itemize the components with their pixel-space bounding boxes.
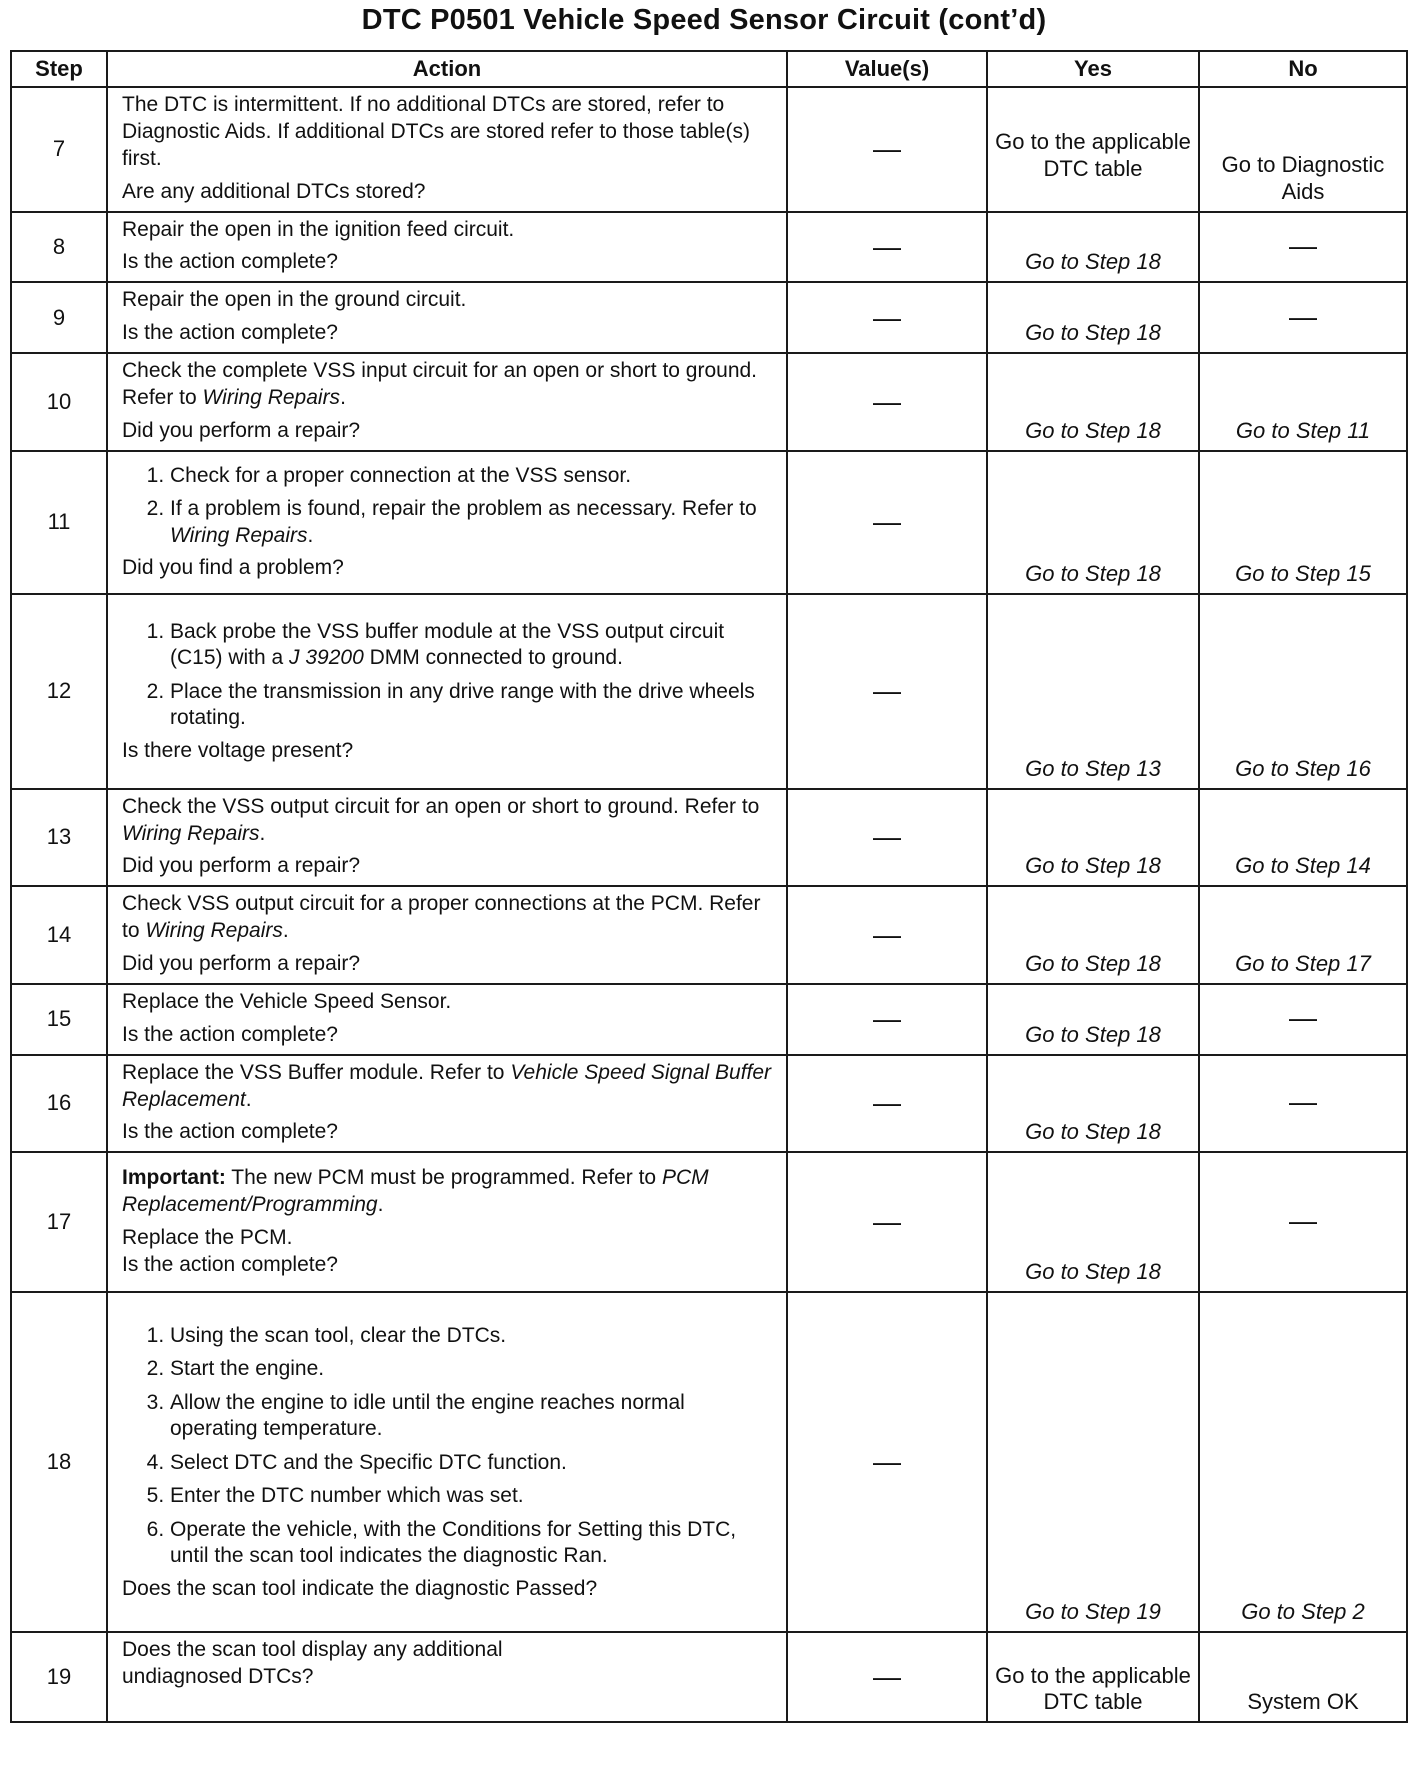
value-cell: [787, 594, 987, 789]
important-label: Important:: [122, 1166, 226, 1189]
table-row: [11, 984, 1407, 1055]
value-dash: —: [873, 506, 901, 538]
table-row: [11, 789, 1407, 887]
value-cell: [787, 1292, 987, 1632]
list-item: 2. If a problem is found, repair the problem as necessary. Refer to Wiring Repairs.: [170, 496, 772, 549]
action-text: Repair the open in the ignition feed circuit.: [122, 217, 515, 241]
list-item: 4. Select DTC and the Specific DTC function.: [170, 1450, 772, 1476]
value-dash: —: [873, 919, 901, 951]
value-cell: [787, 1152, 987, 1292]
action-steps-list: [122, 1323, 772, 1570]
action-cell: [107, 1292, 787, 1632]
yes-cell: Go to Step 18: [987, 789, 1199, 887]
action-cell: [107, 886, 787, 984]
step-number: 18: [11, 1292, 107, 1632]
important-text: The new PCM must be programmed. Refer to: [225, 1166, 662, 1189]
action-cell: [107, 984, 787, 1055]
value-dash: —: [873, 385, 901, 417]
yes-cell: Go to Step 18: [987, 282, 1199, 353]
yes-cell: Go to Step 18: [987, 984, 1199, 1055]
value-cell: [787, 353, 987, 451]
action-cell: [107, 789, 787, 887]
table-row: [11, 451, 1407, 594]
value-dash: —: [873, 675, 901, 707]
action-text-main: Check the VSS output circuit for an open or short to ground. Refer to: [122, 794, 760, 818]
no-cell: [1199, 984, 1407, 1055]
no-cell: [1199, 282, 1407, 353]
action-question: Is the action complete?: [122, 1252, 338, 1276]
yes-cell: Go to Step 18: [987, 886, 1199, 984]
value-dash: —: [873, 230, 901, 262]
no-cell: Go to Step 15: [1199, 451, 1407, 594]
action-text-main: Replace the VSS Buffer module. Refer to: [122, 1060, 511, 1084]
step-number: 17: [11, 1152, 107, 1292]
step-number: 19: [11, 1632, 107, 1722]
header-no: No: [1199, 51, 1407, 87]
list-item: [170, 619, 772, 672]
list-item-text-end: DMM connected to ground.: [363, 646, 623, 670]
no-cell: Go to Step 16: [1199, 594, 1407, 789]
action-question: Did you find a problem?: [122, 556, 344, 580]
action-cell: [107, 353, 787, 451]
value-cell: [787, 984, 987, 1055]
table-header-row: [11, 51, 1407, 87]
step-number: 10: [11, 353, 107, 451]
value-dash: —: [873, 1087, 901, 1119]
value-cell: [787, 87, 987, 212]
no-cell: Go to Step 17: [1199, 886, 1407, 984]
action-cell: [107, 212, 787, 283]
list-item: 3. Allow the engine to idle until the engine reaches normal operating temperature.: [170, 1390, 772, 1443]
no-cell: Go to Step 2: [1199, 1292, 1407, 1632]
list-item: 2. Start the engine.: [170, 1356, 772, 1382]
wiring-repairs-ref: Wiring Repairs: [145, 919, 283, 943]
value-dash: —: [873, 1446, 901, 1478]
action-text-main: Check VSS output circuit for a proper connections at the PCM. Refer to: [122, 892, 761, 943]
action-question: Is the action complete?: [122, 321, 338, 345]
action-question: Did you perform a repair?: [122, 854, 361, 878]
action-text: Does the scan tool display any additional undiagnosed DTCs?: [122, 1638, 503, 1689]
list-item-text: Back probe the VSS buffer module at the VSS output circuit (C15) with a: [170, 619, 725, 670]
table-row: [11, 886, 1407, 984]
header-action: Action: [107, 51, 787, 87]
value-cell: [787, 1055, 987, 1153]
action-question: Is the action complete?: [122, 1120, 338, 1144]
action-cell: [107, 87, 787, 212]
table-row: [11, 1055, 1407, 1153]
step-number: 14: [11, 886, 107, 984]
value-cell: [787, 886, 987, 984]
table-row: [11, 1632, 1407, 1722]
no-cell: Go to Diagnostic Aids: [1199, 87, 1407, 212]
action-cell: [107, 1152, 787, 1292]
action-text: Check the VSS output circuit for an open or short to ground. Refer to Wiring Repairs.: [122, 794, 760, 845]
table-row: [11, 594, 1407, 789]
wiring-repairs-ref: Wiring Repairs: [122, 821, 260, 845]
action-cell: [107, 451, 787, 594]
value-dash: —: [873, 821, 901, 853]
table-row: [11, 353, 1407, 451]
table-row: [11, 212, 1407, 283]
action-steps-list: [122, 463, 772, 549]
step-number: 13: [11, 789, 107, 887]
list-item-text: If a problem is found, repair the problem as necessary. Refer to: [170, 497, 757, 521]
list-item: 1. Check for a proper connection at the VSS sensor.: [170, 463, 772, 489]
tool-ref: J 39200: [289, 646, 364, 670]
action-question: Is there voltage present?: [122, 738, 354, 762]
action-text: Repair the open in the ground circuit.: [122, 288, 467, 312]
value-cell: [787, 789, 987, 887]
yes-cell: Go to the applicable DTC table: [987, 87, 1199, 212]
action-question: Did you perform a repair?: [122, 952, 361, 975]
table-row: [11, 282, 1407, 353]
action-text-main: Check the complete VSS input circuit for an open or short to ground. Refer to: [122, 359, 758, 409]
no-cell: Go to Step 11: [1199, 353, 1407, 451]
table-row: [11, 1292, 1407, 1632]
value-cell: [787, 1632, 987, 1722]
wiring-repairs-ref: Wiring Repairs: [170, 523, 308, 547]
no-cell: [1199, 212, 1407, 283]
action-cell: [107, 1055, 787, 1153]
no-cell: Go to Step 14: [1199, 789, 1407, 887]
no-cell: [1199, 1152, 1407, 1292]
value-dash: —: [873, 133, 901, 165]
yes-cell: Go to Step 18: [987, 353, 1199, 451]
no-dash: —: [1289, 229, 1317, 261]
header-values: Value(s): [787, 51, 987, 87]
action-question: Is the action complete?: [122, 250, 338, 274]
no-dash: —: [1289, 300, 1317, 332]
action-steps-list: [122, 619, 772, 732]
page-title: DTC P0501 Vehicle Speed Sensor Circuit (cont’d): [361, 4, 1047, 36]
list-item: 1. Using the scan tool, clear the DTCs.: [170, 1323, 772, 1349]
action-cell: [107, 594, 787, 789]
action-question: Did you perform a repair?: [122, 418, 361, 442]
no-cell: [1199, 1055, 1407, 1153]
table-row: [11, 87, 1407, 212]
value-cell: [787, 282, 987, 353]
list-item: 6. Operate the vehicle, with the Conditions for Setting this DTC, until the scan tool indicates the diagnostic Ran.: [170, 1517, 772, 1570]
action-question: Does the scan tool indicate the diagnostic Passed?: [122, 1576, 598, 1600]
diagnostic-table: [10, 50, 1408, 1723]
wiring-repairs-ref: Wiring Repairs: [202, 385, 341, 409]
yes-cell: Go to Step 13: [987, 594, 1199, 789]
value-dash: —: [873, 1206, 901, 1238]
step-number: 7: [11, 87, 107, 212]
action-question: Are any additional DTCs stored?: [122, 179, 426, 203]
action-cell: [107, 1632, 787, 1722]
no-dash: —: [1289, 1002, 1317, 1034]
step-number: 15: [11, 984, 107, 1055]
action-cell: [107, 282, 787, 353]
step-number: 12: [11, 594, 107, 789]
no-cell: System OK: [1199, 1632, 1407, 1722]
step-number: 16: [11, 1055, 107, 1153]
value-cell: [787, 212, 987, 283]
step-number: 8: [11, 212, 107, 283]
no-dash: —: [1289, 1086, 1317, 1118]
value-dash: —: [873, 301, 901, 333]
yes-cell: Go to Step 18: [987, 1055, 1199, 1153]
action-text: Check VSS output circuit for a proper connections at the PCM. Refer to Wiring Repairs.: [122, 892, 761, 943]
table-row: [11, 1152, 1407, 1292]
yes-cell: Go to Step 19: [987, 1292, 1199, 1632]
action-question: Is the action complete?: [122, 1022, 338, 1046]
yes-cell: Go to Step 18: [987, 451, 1199, 594]
header-step: Step: [11, 51, 107, 87]
value-dash: —: [873, 1003, 901, 1035]
yes-cell: Go to Step 18: [987, 1152, 1199, 1292]
action-text: Replace the Vehicle Speed Sensor.: [122, 989, 452, 1013]
value-cell: [787, 451, 987, 594]
value-dash: —: [873, 1661, 901, 1693]
pcm-programming-ref: PCM Replacement/Programming: [122, 1166, 709, 1216]
step-number: 11: [11, 451, 107, 594]
list-item: 2. Place the transmission in any drive range with the drive wheels rotating.: [170, 679, 772, 732]
yes-cell: Go to the applicable DTC table: [987, 1632, 1199, 1722]
important-note: Important: The new PCM must be programmed. Refer to PCM Replacement/Programming.: [122, 1166, 709, 1216]
yes-cell: Go to Step 18: [987, 212, 1199, 283]
buffer-replacement-ref: Vehicle Speed Signal Buffer Replacement: [122, 1060, 772, 1111]
action-text: The DTC is intermittent. If no additional DTCs are stored, refer to Diagnostic Aids. If additional DTCs are stored refer to those table(s) first.: [122, 93, 750, 170]
action-text: Replace the PCM.: [122, 1225, 293, 1249]
list-item: 5. Enter the DTC number which was set.: [170, 1483, 772, 1509]
header-yes: Yes: [987, 51, 1199, 87]
no-dash: —: [1289, 1205, 1317, 1237]
step-number: 9: [11, 282, 107, 353]
action-text: Check the complete VSS input circuit for an open or short to ground. Refer to Wiring Repairs.: [122, 359, 758, 409]
action-text: Replace the VSS Buffer module. Refer to Vehicle Speed Signal Buffer Replacement.: [122, 1060, 772, 1111]
